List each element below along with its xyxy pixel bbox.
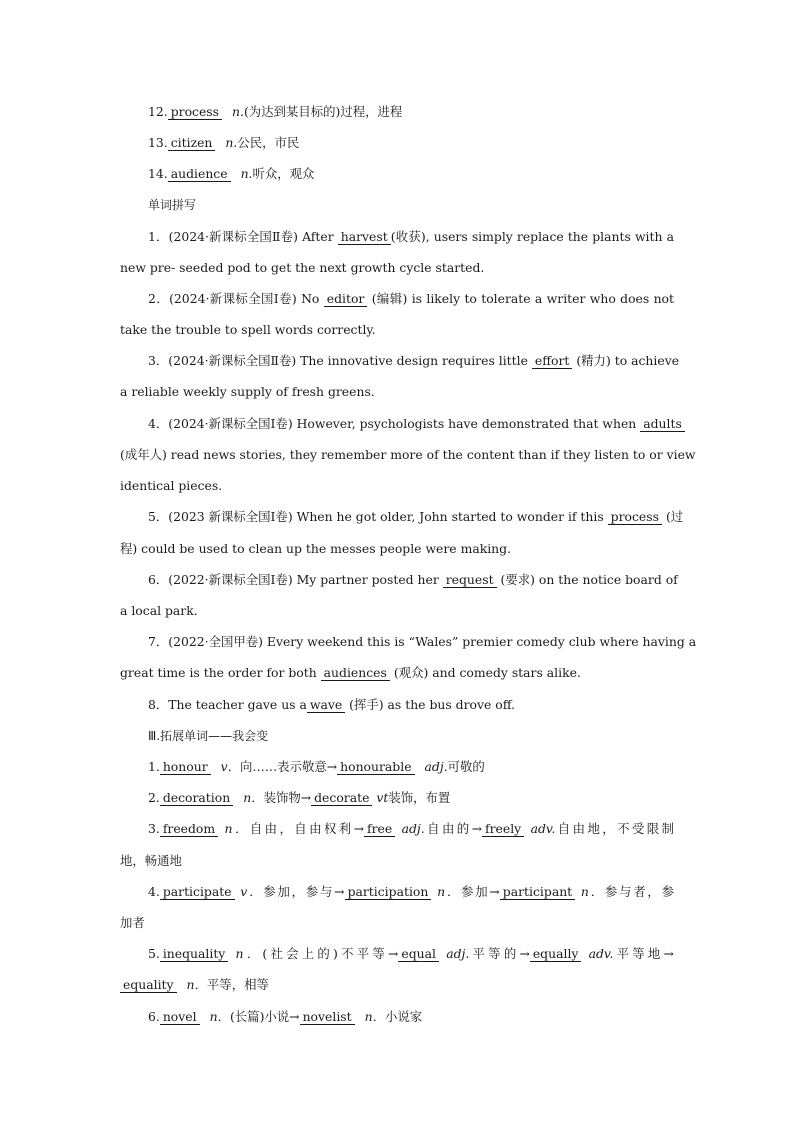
vocab-line-14: 14. audience n.听众，观众 bbox=[148, 166, 315, 181]
question-2-line-2: take the trouble to spell words correctly. bbox=[120, 322, 376, 337]
question-7-line-2: great time is the order for both audiences (观众) and comedy stars alike. bbox=[120, 665, 581, 680]
answer-blank: adults bbox=[640, 416, 685, 432]
question-1-line-2: new pre- seeded pod to get the next growth cycle started. bbox=[120, 260, 485, 275]
expand-line-3: 3. freedom n．自由，自由权利→ free adj.自由的→ freely adv.自由地，不受限制 bbox=[148, 821, 675, 836]
answer-blank: citizen bbox=[168, 135, 216, 151]
answer-blank: process bbox=[168, 104, 222, 120]
answer-blank: editor bbox=[324, 291, 368, 307]
answer-blank: freedom bbox=[160, 821, 218, 837]
question-8-line-1: 8．The teacher gave us a wave (挥手) as the bus drove off. bbox=[148, 697, 515, 712]
question-5-line-1: 5．(2023 新课标全国Ⅰ卷) When he got older, John started to wonder if this process (过 bbox=[148, 509, 684, 524]
vocab-line-12: 12. process n.(为达到某目标的)过程，进程 bbox=[148, 104, 403, 119]
answer-blank: novel bbox=[160, 1009, 200, 1025]
question-2-line-1: 2．(2024·新课标全国Ⅰ卷) No editor (编辑) is likely to tolerate a writer who does not bbox=[148, 291, 674, 306]
question-5-line-2: 程) could be used to clean up the messes people were making. bbox=[120, 541, 512, 556]
expand-line-4-cont: 加者 bbox=[120, 915, 145, 930]
expand-line-5: 5. inequality n．(社会上的)不平等→ equal adj.平等的→ equally adv.平等地→ bbox=[148, 946, 674, 961]
answer-blank: equally bbox=[530, 946, 582, 962]
question-3-line-1: 3．(2024·新课标全国Ⅱ卷) The innovative design requires little effort (精力) to achieve bbox=[148, 353, 680, 368]
expand-line-6: 6. novel n．(长篇)小说→ novelist n．小说家 bbox=[148, 1009, 423, 1024]
answer-blank: request bbox=[443, 572, 497, 588]
section-heading-spelling: 单词拼写 bbox=[148, 198, 197, 212]
answer-blank: honour bbox=[160, 759, 211, 775]
answer-blank: decoration bbox=[160, 790, 233, 806]
answer-blank: novelist bbox=[300, 1009, 355, 1025]
answer-blank: equality bbox=[120, 977, 177, 993]
question-4-line-2: (成年人) read news stories, they remember more of the content than if they listen to or view bbox=[120, 447, 696, 462]
expand-line-4: 4. participate v．参加，参与→ participation n．参加→ participant n．参与者，参 bbox=[148, 884, 674, 899]
expand-line-2: 2. decoration n．装饰物→ decorate vt装饰，布置 bbox=[148, 790, 451, 805]
answer-blank: inequality bbox=[160, 946, 228, 962]
expand-line-1: 1. honour v．向……表示敬意→ honourable adj.可敬的 bbox=[148, 759, 485, 774]
question-4-line-3: identical pieces. bbox=[120, 478, 223, 493]
answer-blank: freely bbox=[482, 821, 524, 837]
answer-blank: wave bbox=[307, 697, 345, 713]
answer-blank: audiences bbox=[321, 665, 390, 681]
answer-blank: audience bbox=[168, 166, 231, 182]
answer-blank: process bbox=[608, 509, 662, 525]
answer-blank: decorate bbox=[311, 790, 372, 806]
answer-blank: participation bbox=[345, 884, 432, 900]
answer-blank: equal bbox=[398, 946, 439, 962]
expand-line-3-cont: 地，畅通地 bbox=[120, 853, 182, 868]
answer-blank: participant bbox=[500, 884, 575, 900]
question-7-line-1: 7．(2022·全国甲卷) Every weekend this is “Wales” premier comedy club where having a bbox=[148, 634, 697, 649]
vocab-line-13: 13. citizen n.公民，市民 bbox=[148, 135, 300, 150]
answer-blank: harvest bbox=[338, 229, 391, 245]
answer-blank: participate bbox=[160, 884, 235, 900]
answer-blank: free bbox=[364, 821, 395, 837]
section-heading-expand: Ⅲ.拓展单词——我会变 bbox=[148, 729, 269, 743]
answer-blank: effort bbox=[532, 353, 573, 369]
answer-blank: honourable bbox=[337, 759, 414, 775]
expand-line-5-cont: equality n．平等，相等 bbox=[120, 976, 674, 994]
question-6-line-2: a local park. bbox=[120, 603, 198, 618]
question-4-line-1: 4．(2024·新课标全国Ⅰ卷) However, psychologists have demonstrated that when adults bbox=[148, 415, 674, 433]
question-6-line-1: 6．(2022·新课标全国Ⅰ卷) My partner posted her request (要求) on the notice board of bbox=[148, 572, 678, 587]
question-1-line-1: 1．(2024·新课标全国Ⅱ卷) After harvest (收获), users simply replace the plants with a bbox=[148, 229, 674, 244]
question-3-line-2: a reliable weekly supply of fresh greens. bbox=[120, 384, 375, 399]
